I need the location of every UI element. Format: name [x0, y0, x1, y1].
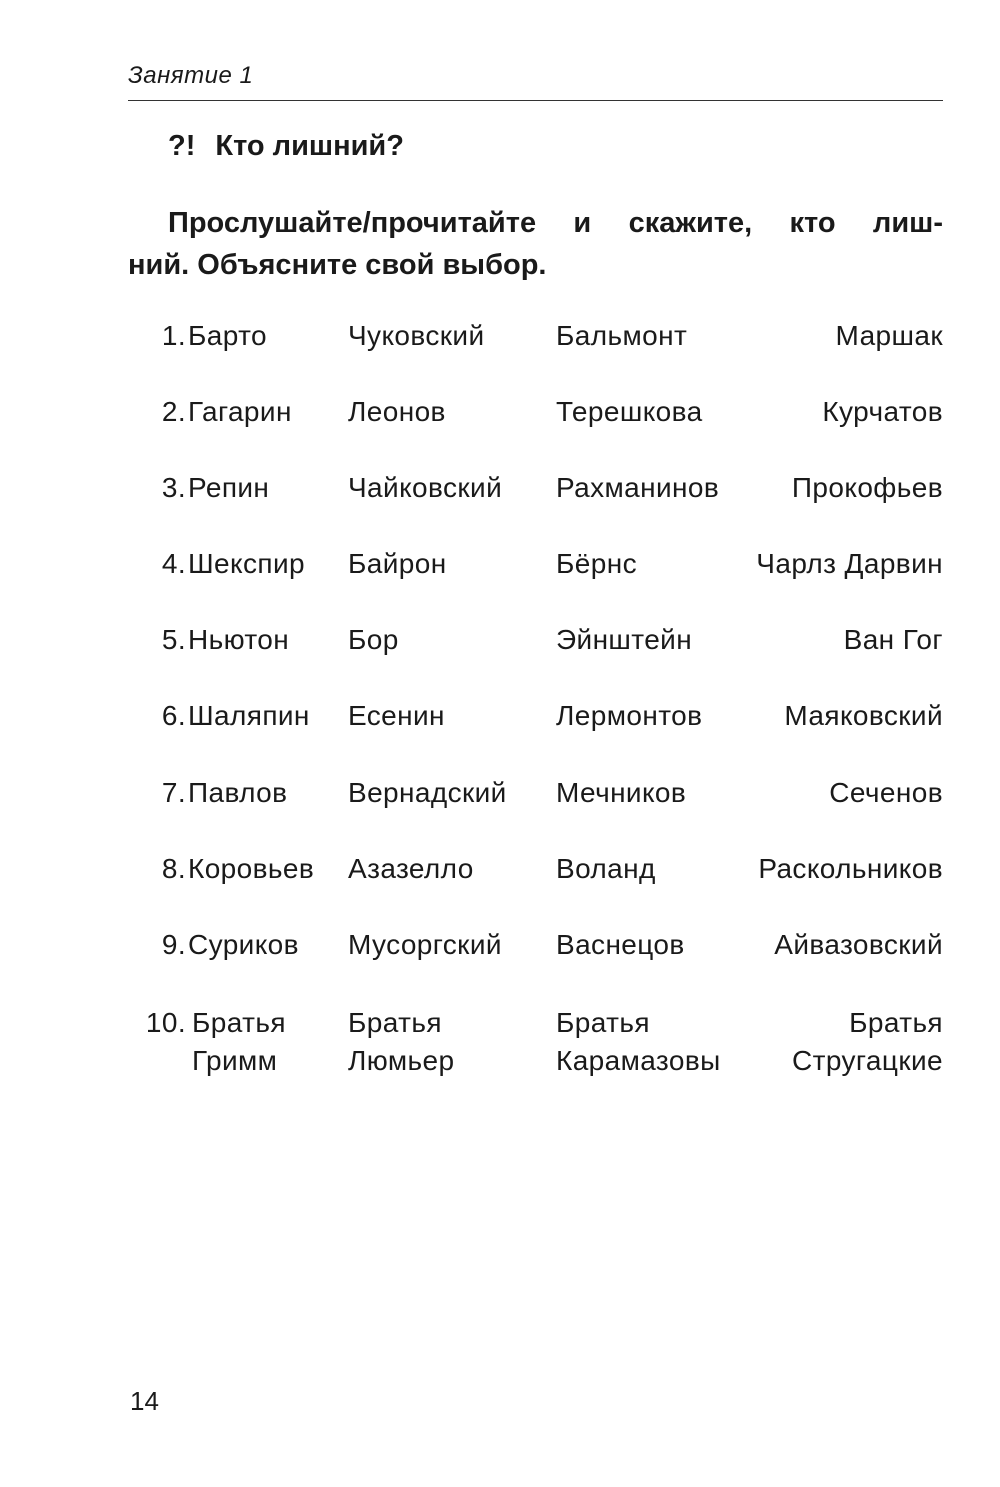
list-item: [0, 396, 1000, 436]
item-word-line: Люмьер: [348, 1045, 455, 1076]
item-word: Репин: [188, 472, 270, 503]
item-word-line: Братья: [192, 1007, 286, 1038]
item-number: 4.: [161, 548, 186, 579]
list-item: [0, 1004, 1000, 1084]
item-word-line: Карамазовы: [556, 1045, 721, 1076]
item-word: [792, 1004, 943, 1080]
item-number: 2.: [161, 396, 186, 427]
item-word: Чарлз Дарвин: [756, 548, 943, 579]
task-mark: ?!: [168, 130, 196, 162]
item-word: Васнецов: [556, 929, 685, 960]
instruction-line-2: ний. Объясните свой выбор.: [128, 249, 547, 281]
item-word: Чуковский: [348, 320, 485, 351]
item-word: [192, 1004, 286, 1080]
item-word: Шаляпин: [188, 700, 310, 731]
item-number: 9.: [161, 929, 186, 960]
item-word: Мечников: [556, 777, 687, 808]
item-word-line: Стругацкие: [792, 1045, 943, 1076]
list-item: [0, 929, 1000, 969]
item-word: Вернадский: [348, 777, 507, 808]
item-word: Рахманинов: [556, 472, 720, 503]
item-word: Байрон: [348, 548, 447, 579]
item-word: Маяковский: [784, 700, 943, 731]
item-word: Ван Гог: [843, 624, 943, 655]
item-word: Шекспир: [188, 548, 305, 579]
item-word: Гагарин: [188, 396, 292, 427]
item-word-line: Братья: [348, 1007, 442, 1038]
item-word: Прокофьев: [791, 472, 943, 503]
item-word: Сеченов: [829, 777, 943, 808]
item-word: Бор: [348, 624, 399, 655]
item-word: Терешкова: [556, 396, 703, 427]
item-word: Коровьев: [188, 853, 315, 884]
list-item: [0, 853, 1000, 893]
item-number: 3.: [161, 472, 186, 503]
item-number: 6.: [161, 700, 186, 731]
item-word: Воланд: [556, 853, 656, 884]
item-word: Бёрнс: [556, 548, 637, 579]
list-item: [0, 777, 1000, 817]
list-item: [0, 624, 1000, 664]
item-number: 10.: [145, 1007, 186, 1038]
item-word-line: Братья: [556, 1007, 650, 1038]
task-title-text: Кто лишний?: [215, 130, 404, 162]
item-word: Бальмонт: [556, 320, 688, 351]
item-word: Маршак: [835, 320, 943, 351]
list-item: [0, 472, 1000, 512]
item-number: 7.: [161, 777, 186, 808]
item-word: Мусоргский: [348, 929, 502, 960]
item-word: Суриков: [188, 929, 299, 960]
page-number: 14: [130, 1386, 159, 1416]
list-item: [0, 320, 1000, 360]
item-word: [556, 1004, 721, 1080]
item-word: Есенин: [348, 700, 445, 731]
item-word: Барто: [188, 320, 267, 351]
list-item: [0, 700, 1000, 740]
item-word: Раскольников: [758, 853, 943, 884]
running-head: Занятие 1: [128, 62, 254, 89]
item-number: 1.: [161, 320, 186, 351]
item-word-line: Братья: [849, 1007, 943, 1038]
item-word: Азазелло: [348, 853, 474, 884]
item-word-line: Гримм: [192, 1045, 278, 1076]
list-item: [0, 548, 1000, 588]
item-word: Леонов: [348, 396, 446, 427]
item-number: 8.: [161, 853, 186, 884]
item-number: 5.: [161, 624, 186, 655]
item-word: Лермонтов: [556, 700, 703, 731]
item-word: Чайковский: [348, 472, 503, 503]
item-word: Курчатов: [822, 396, 943, 427]
item-word: Павлов: [188, 777, 288, 808]
instruction-line-1: Прослушайте/прочитайте и скажите, кто лиш-: [168, 207, 943, 239]
item-word: Айвазовский: [774, 929, 943, 960]
item-word: Эйнштейн: [556, 624, 693, 655]
item-word: Ньютон: [188, 624, 290, 655]
item-word: [348, 1004, 454, 1080]
